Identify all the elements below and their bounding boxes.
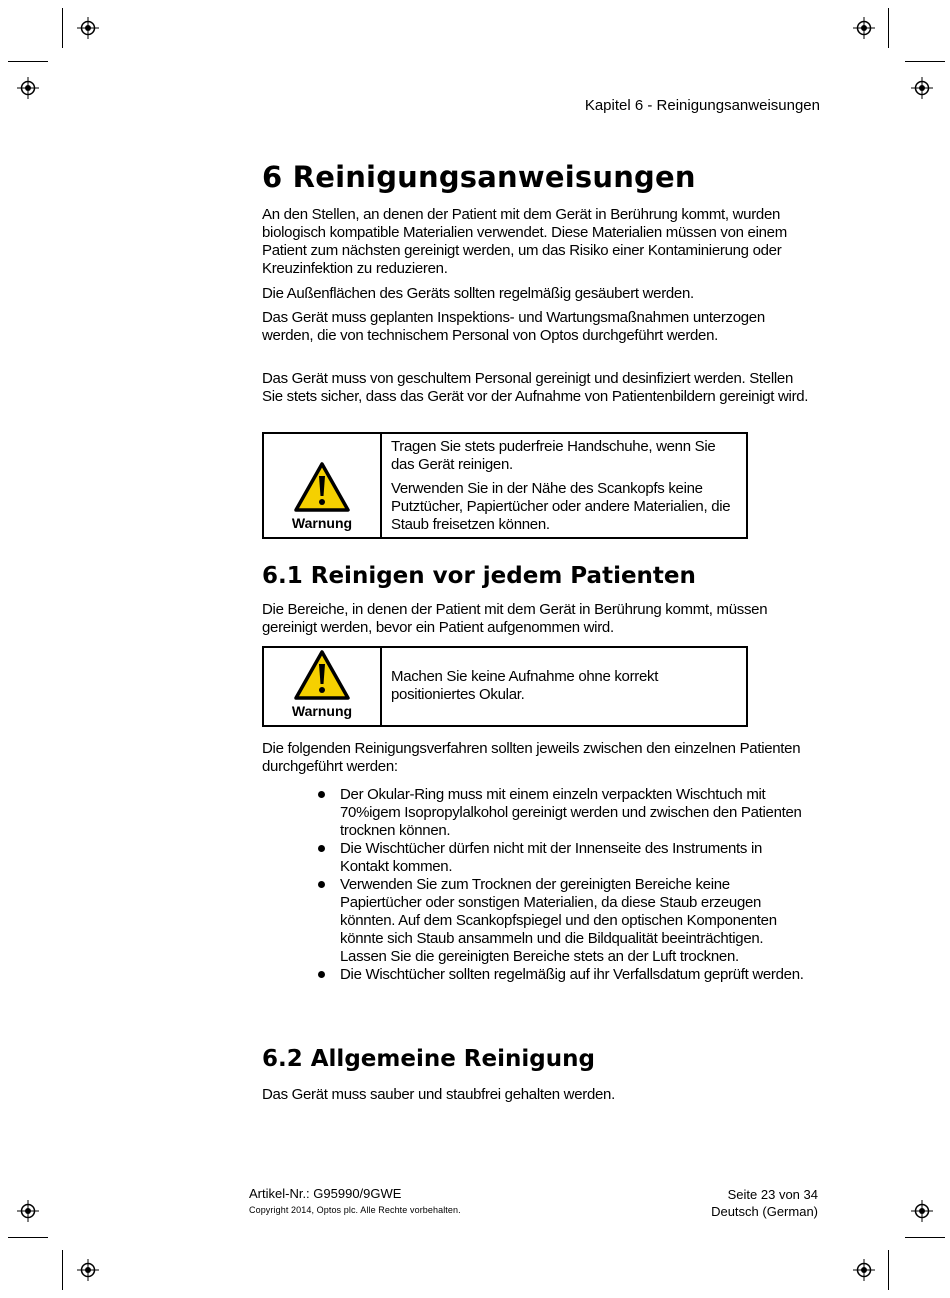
subsection-title: 6.2 Allgemeine Reinigung xyxy=(262,1046,595,1072)
crop-mark xyxy=(888,8,889,48)
crop-mark xyxy=(905,61,945,62)
registration-mark-icon xyxy=(77,1259,99,1281)
warning-text xyxy=(382,648,746,725)
list-item xyxy=(310,876,810,966)
paragraph: Das Gerät muss geplanten Inspektions- und Wartungsmaßnahmen unterzogen werden, die von technischem Personal von Optos durchgeführt werden. xyxy=(262,309,765,344)
registration-mark-icon xyxy=(911,1200,933,1222)
crop-mark xyxy=(62,8,63,48)
bullet-icon xyxy=(318,791,325,798)
list-item-text: Verwenden Sie zum Trocknen der gereinigten Bereiche keine Papiertücher oder sonstigen Materialien, da diese Staub erzeugen könnten. Auf dem Scankopfspiegel und den optischen Komponenten könnte sich Staub ansammeln und die Bildqualität beeinträchtigen. Lassen Sie die gereinigten Bereiche stets an der Luft trocknen. xyxy=(340,876,777,965)
crop-mark xyxy=(905,1237,945,1238)
warning-box xyxy=(262,432,748,539)
paragraph: Das Gerät muss sauber und staubfrei gehalten werden. xyxy=(262,1086,615,1103)
registration-mark-icon xyxy=(853,17,875,39)
running-head: Kapitel 6 - Reinigungsanweisungen xyxy=(584,97,820,114)
warning-label-cell xyxy=(264,648,382,725)
paragraph: Die Bereiche, in denen der Patient mit dem Gerät in Berührung kommt, müssen gereinigt werden, bevor ein Patient aufgenommen wird. xyxy=(262,601,768,636)
list-item xyxy=(310,966,810,984)
warning-label: Warnung xyxy=(291,515,353,531)
list-item-text: Die Wischtücher sollten regelmäßig auf ihr Verfallsdatum geprüft werden. xyxy=(340,966,804,983)
bullet-icon xyxy=(318,845,325,852)
warning-line: Tragen Sie stets puderfreie Handschuhe, wenn Sie das Gerät reinigen. xyxy=(391,438,716,473)
page-info xyxy=(650,1186,818,1220)
warning-text xyxy=(382,434,746,537)
paragraph: Das Gerät muss von geschultem Personal gereinigt und desinfiziert werden. Stellen Sie stets sicher, dass das Gerät vor der Aufnahme von Patientenbildern gereinigt wird. xyxy=(262,370,809,405)
list-item xyxy=(310,786,810,840)
crop-mark xyxy=(888,1250,889,1290)
language: Deutsch (German) xyxy=(711,1204,818,1219)
registration-mark-icon xyxy=(17,1200,39,1222)
crop-mark xyxy=(62,1250,63,1290)
registration-mark-icon xyxy=(853,1259,875,1281)
registration-mark-icon xyxy=(77,17,99,39)
paragraph: An den Stellen, an denen der Patient mit dem Gerät in Berührung kommt, wurden biologisch kompatible Materialien verwendet. Diese Materialien müssen von einem Patient zum nächsten gereinigt werden, um das Risiko einer Kontaminierung oder Kreuzinfektion zu reduzieren. xyxy=(262,206,787,277)
registration-mark-icon xyxy=(17,77,39,99)
registration-mark-icon xyxy=(911,77,933,99)
bullet-list xyxy=(310,786,810,984)
bullet-icon xyxy=(318,881,325,888)
page-number: Seite 23 von 34 xyxy=(727,1187,818,1202)
article-number: Artikel-Nr.: G95990/9GWE xyxy=(249,1186,402,1201)
subsection-title: 6.1 Reinigen vor jedem Patienten xyxy=(262,563,696,589)
warning-triangle-icon xyxy=(293,461,351,513)
list-item xyxy=(310,840,810,876)
crop-mark xyxy=(8,61,48,62)
copyright: Copyright 2014, Optos plc. Alle Rechte vorbehalten. xyxy=(249,1205,461,1215)
list-item-text: Der Okular-Ring muss mit einem einzeln verpackten Wischtuch mit 70%igem Isopropylalkohol gereinigt werden und zwischen den Patienten trocknen können. xyxy=(340,786,802,839)
list-item-text: Die Wischtücher dürfen nicht mit der Innenseite des Instruments in Kontakt kommen. xyxy=(340,840,763,875)
warning-triangle-icon xyxy=(293,649,351,701)
warning-line: Verwenden Sie in der Nähe des Scankopfs keine Putztücher, Papiertücher oder andere Materialien, die Staub freisetzen können. xyxy=(391,480,731,533)
paragraph: Die folgenden Reinigungsverfahren sollten jeweils zwischen den einzelnen Patienten durchgeführt werden: xyxy=(262,740,801,775)
crop-mark xyxy=(8,1237,48,1238)
warning-label: Warnung xyxy=(291,703,353,719)
warning-line: Machen Sie keine Aufnahme ohne korrekt positioniertes Okular. xyxy=(391,668,659,703)
bullet-icon xyxy=(318,971,325,978)
section-title: 6 Reinigungsanweisungen xyxy=(262,160,696,194)
warning-label-cell xyxy=(264,434,382,537)
warning-box xyxy=(262,646,748,727)
paragraph: Die Außenflächen des Geräts sollten regelmäßig gesäubert werden. xyxy=(262,285,694,302)
